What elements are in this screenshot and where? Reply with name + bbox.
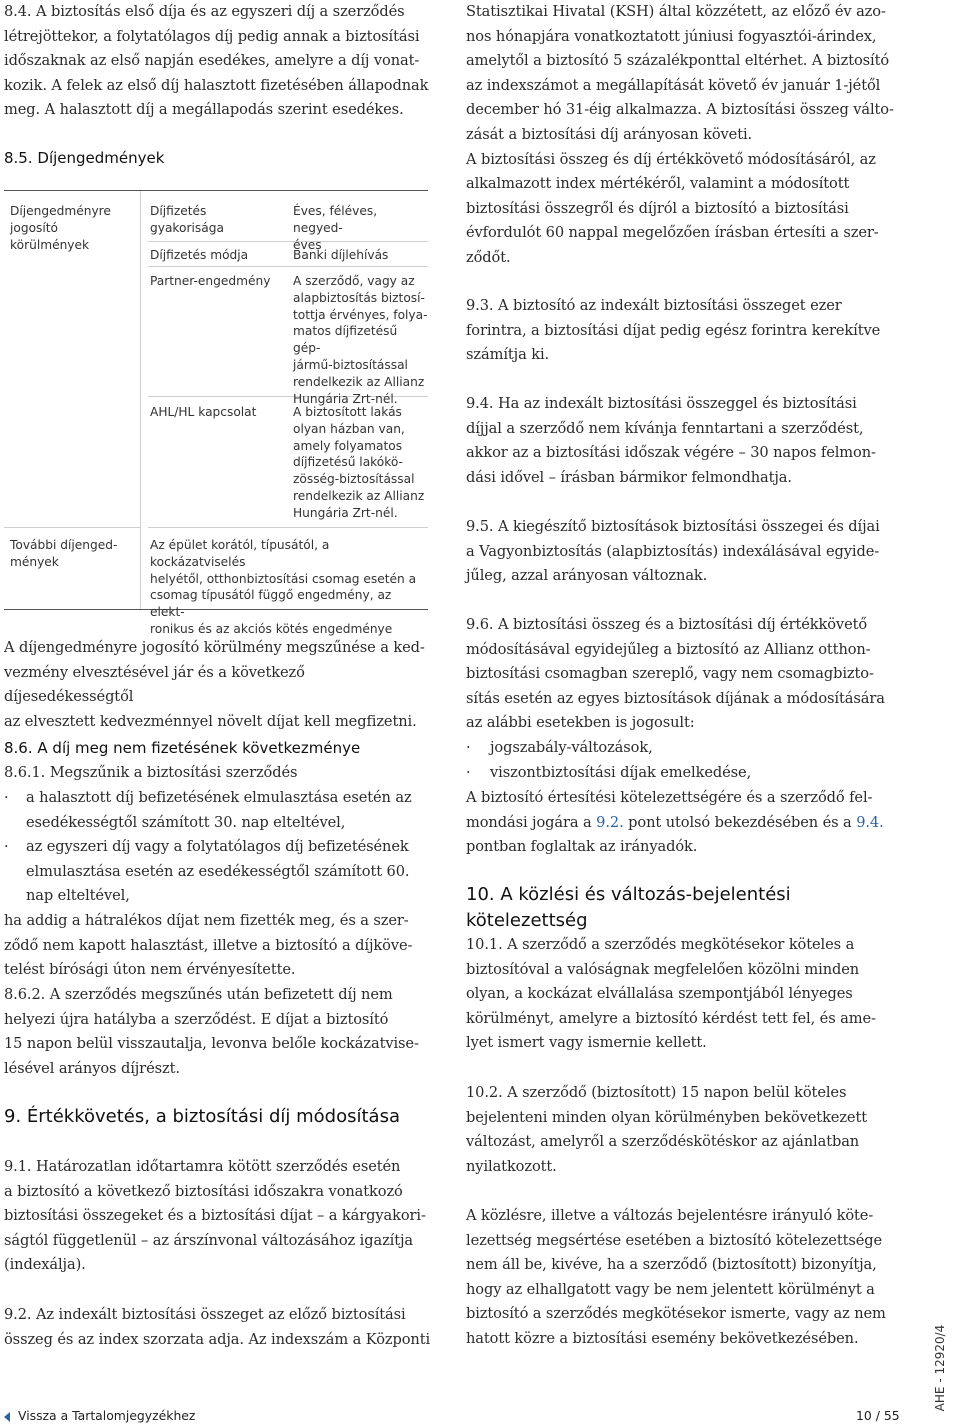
list-item bbox=[4, 835, 436, 909]
text-line: 15 napon belül visszautalja, levonva belőle kockázatvise- bbox=[4, 1035, 419, 1053]
heading-10: 10. A közlési és változás-bejelentési kötelezettség bbox=[466, 884, 791, 931]
text-line: akkor az a biztosítási időszak végére – 30 napos felmon- bbox=[466, 444, 876, 462]
text-line: A biztosítási összeg és díj értékkövető módosításáról, az bbox=[466, 150, 876, 168]
link-9-2[interactable]: 9.2. bbox=[596, 813, 624, 831]
text-line: sítás esetén az egyes biztosítások díjának a módosítására bbox=[466, 689, 885, 707]
text-line: esedékességtől számított 30. nap elteltével, bbox=[26, 813, 346, 831]
page-number: 10 / 55 bbox=[856, 1408, 900, 1423]
paragraph-9-4 bbox=[466, 392, 876, 490]
text-line: helyezi újra hatályba a szerződést. E díjat a biztosító bbox=[4, 1010, 389, 1028]
row-label-other bbox=[10, 537, 135, 571]
text-line: 9.6. A biztosítási összeg és a biztosítási díj értékkövető bbox=[466, 616, 868, 633]
text-line: forintra, a biztosítási díjat pedig egész forintra kerekítve bbox=[466, 321, 881, 339]
text-line: A biztosító értesítési kötelezettségére és a szerződő fel- bbox=[466, 789, 873, 806]
back-link-label: Vissza a Tartalomjegyzékhez bbox=[18, 1408, 196, 1423]
document-code-label: AHE - 12920/4 bbox=[933, 1324, 947, 1412]
text-line: ződőt. bbox=[466, 248, 511, 266]
text-line: számítja ki. bbox=[466, 346, 550, 364]
table-divider bbox=[140, 191, 141, 609]
text-line: pontban foglaltak az irányadók. bbox=[466, 838, 698, 856]
text-line: mények bbox=[10, 554, 59, 569]
text-line: jűleg, azzal arányosan változnak. bbox=[466, 567, 708, 585]
text-line: létrejöttekor, a folytatólagos díj pedig annak a biztosítási bbox=[4, 27, 420, 45]
text-line: december hó 31-éig alkalmazza. A biztosítási összeg válto- bbox=[466, 101, 894, 119]
text-line: rendelkezik az Allianz bbox=[293, 488, 425, 503]
text-line: amelytől a biztosító 5 százalékponttal eltérhet. A biztosító bbox=[466, 52, 890, 70]
heading-8-6: 8.6. A díj meg nem fizetésének következménye bbox=[4, 739, 361, 757]
text-line: összeg és az index szorzata adja. Az indexszám a Központi bbox=[4, 1330, 431, 1348]
text-line: 9.3. A biztosító az indexált biztosítási összeget ezer bbox=[466, 297, 842, 314]
text-line: az elvesztett kedvezménnyel növelt díjat kell megfizetni. bbox=[4, 712, 417, 730]
text-line: jogosító bbox=[10, 220, 59, 235]
text-line: lezettség megsértése esetében a biztosító kötelezettsége bbox=[466, 1231, 883, 1249]
text-line: ződő nem kapott halasztást, illetve a biztosító a díjköve- bbox=[4, 936, 413, 954]
label-ahl-hl: AHL/HL kapcsolat bbox=[150, 405, 257, 419]
text-line: díjfizetésű lakókö- bbox=[293, 455, 403, 470]
text-line: · a halasztott díj befizetésének elmulasztása esetén az bbox=[26, 789, 412, 806]
paragraph-8-6-1-rest bbox=[4, 909, 412, 983]
text-line: éves bbox=[293, 237, 322, 252]
row-label-eligible bbox=[10, 203, 135, 253]
paragraph-10-2 bbox=[466, 1081, 867, 1179]
text-line: hogy az elhallgatott vagy be nem jelentett körülményt a bbox=[466, 1280, 875, 1298]
text-line: · az egyszeri díj vagy a folytatólagos díj befizetésének bbox=[26, 838, 409, 855]
paragraph-final bbox=[466, 1204, 886, 1352]
value-ahl-hl bbox=[293, 404, 428, 522]
text-line: nyilatkozott. bbox=[466, 1157, 557, 1175]
text-line: lyet ismert vagy ismernie kellett. bbox=[466, 1034, 707, 1052]
paragraph-8-6-1-intro: 8.6.1. Megszűnik a biztosítási szerződés bbox=[4, 764, 298, 781]
text-line: A díjengedményre jogosító körülmény megszűnése a ked- bbox=[4, 639, 425, 656]
text-line: 9.1. Határozatlan időtartamra kötött szerződés esetén bbox=[4, 1158, 401, 1175]
label-payment-frequency bbox=[150, 203, 290, 237]
text-line: vezmény elvesztésével jár és a következő díjesedékességtől bbox=[4, 663, 305, 706]
text-line: biztosítási összegeket és a biztosítási díjat – a kárgyakori- bbox=[4, 1207, 426, 1225]
back-to-contents-link[interactable] bbox=[4, 1408, 195, 1423]
text-line: elmulasztása esetén az esedékességtől számított 60. bbox=[26, 862, 410, 880]
text-line: lésével arányos díjrészt. bbox=[4, 1059, 180, 1077]
paragraph-9-6-tail bbox=[466, 786, 884, 860]
text-line: az indexszámot a megállapítását követő év január 1-jétől bbox=[466, 76, 881, 94]
text-line: telést bírósági úton nem érvényesítette. bbox=[4, 961, 296, 979]
paragraph-after-table bbox=[4, 636, 436, 734]
text-line: Díjfizetés bbox=[150, 204, 207, 218]
list-item: · jogszabály-változások, bbox=[466, 736, 653, 761]
text-line: meg. A halasztott díj a megállapodás szerint esedékes. bbox=[4, 101, 404, 119]
text-line: Hungária Zrt-nél. bbox=[293, 391, 398, 406]
text-fragment: mondási jogára a bbox=[466, 813, 597, 831]
text-line: 9.5. A kiegészítő biztosítások biztosítási összegei és díjai bbox=[466, 518, 880, 535]
text-line: csomag típusától függő engedmény, az elekt- bbox=[150, 588, 392, 620]
value-payment-frequency bbox=[293, 203, 428, 253]
list-item: · viszontbiztosítási díjak emelkedése, bbox=[466, 761, 751, 786]
heading-9: 9. Értékkövetés, a biztosítási díj módosítása bbox=[4, 1106, 400, 1127]
text-line: Hungária Zrt-nél. bbox=[293, 505, 398, 520]
table-divider bbox=[148, 527, 428, 528]
text-line: módosításával egyidejűleg a biztosító az Allianz otthon- bbox=[466, 640, 871, 658]
paragraph-8-6-2 bbox=[4, 983, 419, 1081]
paragraph-9-2 bbox=[4, 1303, 430, 1352]
text-line: zását a biztosítási díj arányosan követi. bbox=[466, 125, 753, 143]
text-line: körülmények bbox=[10, 237, 90, 252]
text-line: alapbiztosítás biztosí- bbox=[293, 290, 425, 305]
text-line: az alábbi esetekben is jogosult: bbox=[466, 714, 695, 732]
text-line: dási idővel – írásban bármikor felmondhatja. bbox=[466, 468, 792, 486]
text-line: kozik. A felek az első díj halasztott fizetésében állapodnak bbox=[4, 76, 429, 94]
paragraph-9-1 bbox=[4, 1155, 426, 1278]
text-line: biztosító a szerződés megkötésekor ismerte, vagy az nem bbox=[466, 1305, 886, 1323]
text-line: tottja érvényes, folya- bbox=[293, 307, 428, 322]
text-line: biztosítóval a valóságnak megfelelően közölni minden bbox=[466, 960, 860, 978]
text-line: Díjengedményre bbox=[10, 204, 111, 218]
text-line: amely folyamatos bbox=[293, 438, 403, 453]
table-divider bbox=[4, 527, 140, 528]
text-line: alkalmazott index mértékéről, valamint a módosított bbox=[466, 175, 850, 193]
text-line: 8.6.2. A szerződés megszűnés után befizetett díj nem bbox=[4, 986, 393, 1003]
text-line: körülményt, amelyre a biztosító kérdést tett fel, és ame- bbox=[466, 1009, 876, 1027]
triangle-left-icon bbox=[4, 1412, 10, 1422]
text-line: gyakorisága bbox=[150, 220, 224, 235]
text-line: hatott közre a biztosítási esemény bekövetkezésében. bbox=[466, 1329, 859, 1347]
label-payment-method: Díjfizetés módja bbox=[150, 248, 249, 262]
text-line bbox=[466, 811, 884, 836]
text-line: 10.1. A szerződő a szerződés megkötésekor köteles a bbox=[466, 936, 855, 953]
text-line: jármű-biztosítással bbox=[293, 357, 408, 372]
text-line: ságtól függetlenül – az árszínvonal változásához igazítja bbox=[4, 1231, 414, 1249]
text-line: olyan, a kockázat elvállalása szempontjából lényeges bbox=[466, 985, 853, 1003]
paragraph-9-5 bbox=[466, 515, 880, 589]
paragraph-9-6 bbox=[466, 613, 885, 736]
table-divider bbox=[148, 266, 428, 267]
text-line: 9.2. Az indexált biztosítási összeget az előző biztosítási bbox=[4, 1306, 406, 1323]
link-9-4[interactable]: 9.4. bbox=[856, 813, 884, 831]
text-line: Statisztikai Hivatal (KSH) által közzétett, az előző év azo- bbox=[466, 3, 886, 20]
label-partner-discount: Partner-engedmény bbox=[150, 274, 271, 288]
paragraph-9-3 bbox=[466, 294, 880, 368]
paragraph-10-1 bbox=[466, 933, 876, 1056]
text-line: nos hónapjára vonatkoztatott júniusi fogyasztói-árindex, bbox=[466, 27, 877, 45]
value-partner-discount bbox=[293, 273, 428, 407]
text-line: nap elteltével, bbox=[26, 887, 130, 905]
text-line: a biztosító a következő biztosítási időszakra vonatkozó bbox=[4, 1182, 403, 1200]
text-line: A szerződő, vagy az bbox=[293, 274, 415, 288]
list-item bbox=[4, 786, 436, 835]
text-line: bejelenteni minden olyan körülményben bekövetkezett bbox=[466, 1108, 868, 1126]
text-line: változást, amelyről a szerződéskötéskor az ajánlatban bbox=[466, 1133, 860, 1151]
text-line: évfordulót 60 nappal megelőzően írásban értesíti a szer- bbox=[466, 224, 879, 242]
text-line: olyan házban van, bbox=[293, 421, 405, 436]
text-line: rendelkezik az Allianz bbox=[293, 374, 425, 389]
text-line: 8.4. A biztosítás első díja és az egyszeri díj a szerződés bbox=[4, 3, 405, 20]
text-line: ronikus és az akciós kötés engedménye bbox=[150, 621, 393, 636]
text-line: 9.4. Ha az indexált biztosítási összeggel és biztosítási bbox=[466, 395, 857, 412]
text-fragment: pont utolsó bekezdésében és a bbox=[623, 813, 857, 831]
text-line: díjjal a szerződő nem kívánja fenntartani a szerződést, bbox=[466, 419, 864, 437]
document-code bbox=[930, 1318, 950, 1418]
text-line: biztosítási csomagban szereplő, vagy nem csomagbizto- bbox=[466, 665, 874, 683]
value-payment-method: Banki díjlehívás bbox=[293, 248, 389, 262]
text-line: helyétől, otthonbiztosítási csomag esetén a bbox=[150, 571, 417, 586]
text-line: a Vagyonbiztosítás (alapbiztosítás) indexálásával egyide- bbox=[466, 542, 880, 560]
text-line: nem áll be, kivéve, ha a szerződő (biztosított) bizonyítja, bbox=[466, 1256, 877, 1274]
paragraph-8-4 bbox=[4, 0, 428, 123]
text-line: (indexálja). bbox=[4, 1256, 86, 1274]
paragraph-9-2-cont bbox=[466, 0, 894, 271]
discount-table bbox=[4, 190, 428, 636]
text-line: További díjenged- bbox=[10, 538, 118, 552]
text-line: A biztosított lakás bbox=[293, 405, 402, 419]
text-line: zösség-biztosítással bbox=[293, 472, 415, 487]
text-line: Éves, féléves, negyed- bbox=[293, 204, 378, 235]
text-line: 10.2. A szerződő (biztosított) 15 napon belül köteles bbox=[466, 1084, 847, 1101]
text-line: matos díjfizetésű gép- bbox=[293, 324, 398, 356]
text-line: A közlésre, illetve a változás bejelentésre irányuló köte- bbox=[466, 1207, 874, 1224]
text-line: ha addig a hátralékos díjat nem fizették meg, és a szer- bbox=[4, 912, 409, 929]
heading-8-5: 8.5. Díjengedmények bbox=[4, 149, 165, 167]
text-line: időszaknak az első napján esedékes, amelyre a díj vonat- bbox=[4, 52, 420, 70]
text-line: biztosítási összegről és díjról a biztosító a biztosítási bbox=[466, 199, 849, 217]
text-line: Az épület korától, típusától, a kockázatviselés bbox=[150, 538, 330, 569]
value-other-discounts bbox=[150, 537, 428, 638]
